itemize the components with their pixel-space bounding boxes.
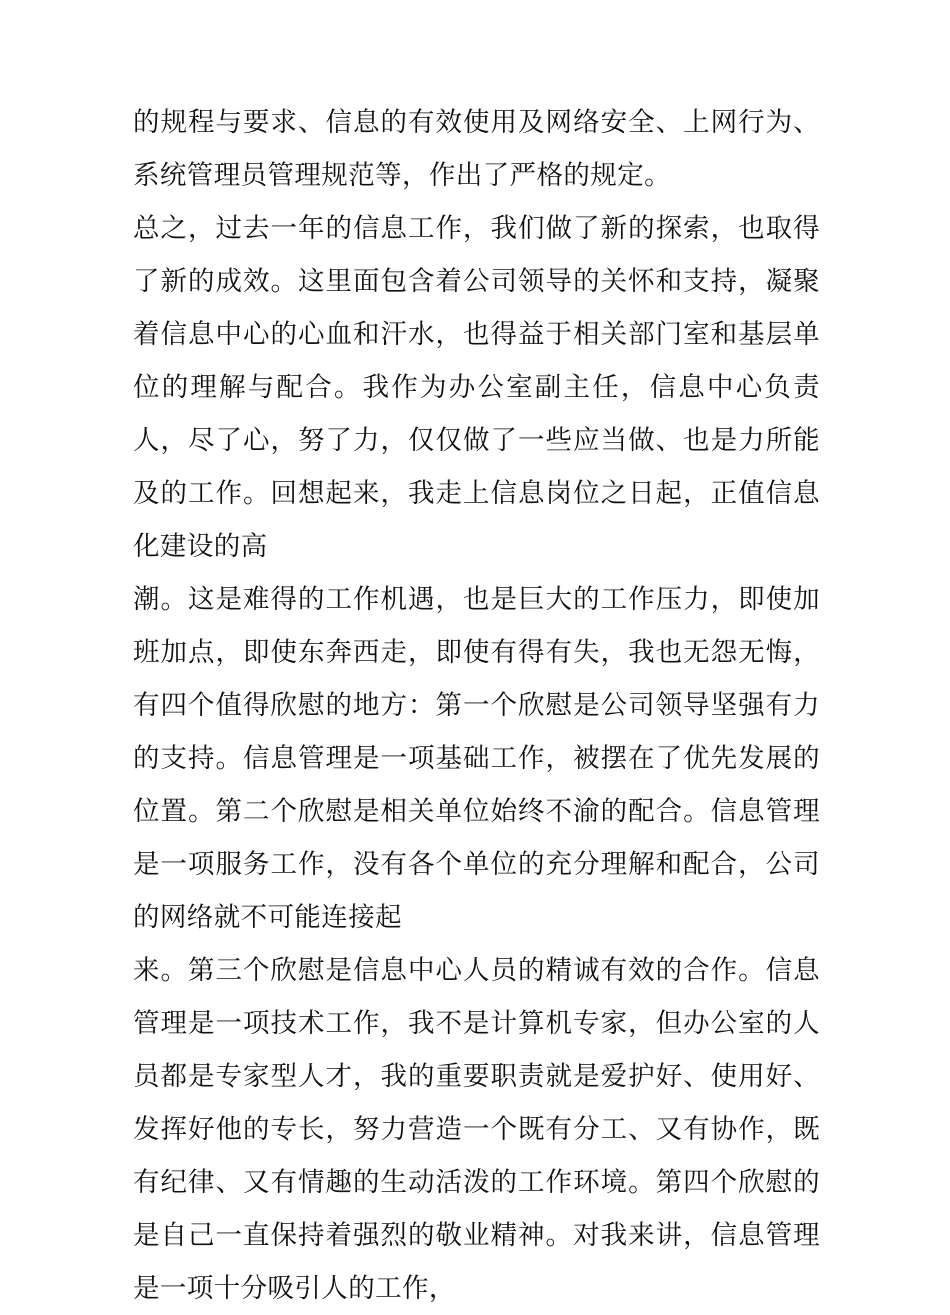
document-body	[133, 96, 820, 1315]
paragraph-4: 来。第三个欣慰是信息中心人员的精诚有效的合作。信息管理是一项技术工作，我不是计算机专家，但办公室的人员都是专家型人才，我的重要职责就是爱护好、使用好、发挥好他的专长，努力营造一个既有分工、又有协作，既有纪律、又有情趣的生动活泼的工作环境。第四个欣慰的是自己一直保持着强烈的敬业精神。对我来讲，信息管理是一项十分吸引人的工作，	[133, 955, 820, 1303]
paragraph-2: 总之，过去一年的信息工作，我们做了新的探索，也取得了新的成效。这里面包含着公司领导的关怀和支持，凝聚着信息中心的心血和汗水，也得益于相关部门室和基层单位的理解与配合。我作为办公室副主任，信息中心负责人，尽了心，努了力，仅仅做了一些应当做、也是力所能及的工作。回想起来，我走上信息岗位之日起，正值信息化建设的高	[133, 213, 820, 561]
paragraph-3: 潮。这是难得的工作机遇，也是巨大的工作压力，即使加班加点，即使东奔西走，即使有得有失，我也无怨无悔，有四个值得欣慰的地方：第一个欣慰是公司领导坚强有力的支持。信息管理是一项基础工作，被摆在了优先发展的位置。第二个欣慰是相关单位始终不渝的配合。信息管理是一项服务工作，没有各个单位的充分理解和配合，公司的网络就不可能连接起	[133, 584, 820, 932]
paragraph-1: 的规程与要求、信息的有效使用及网络安全、上网行为、系统管理员管理规范等，作出了严格的规定。	[133, 107, 820, 190]
